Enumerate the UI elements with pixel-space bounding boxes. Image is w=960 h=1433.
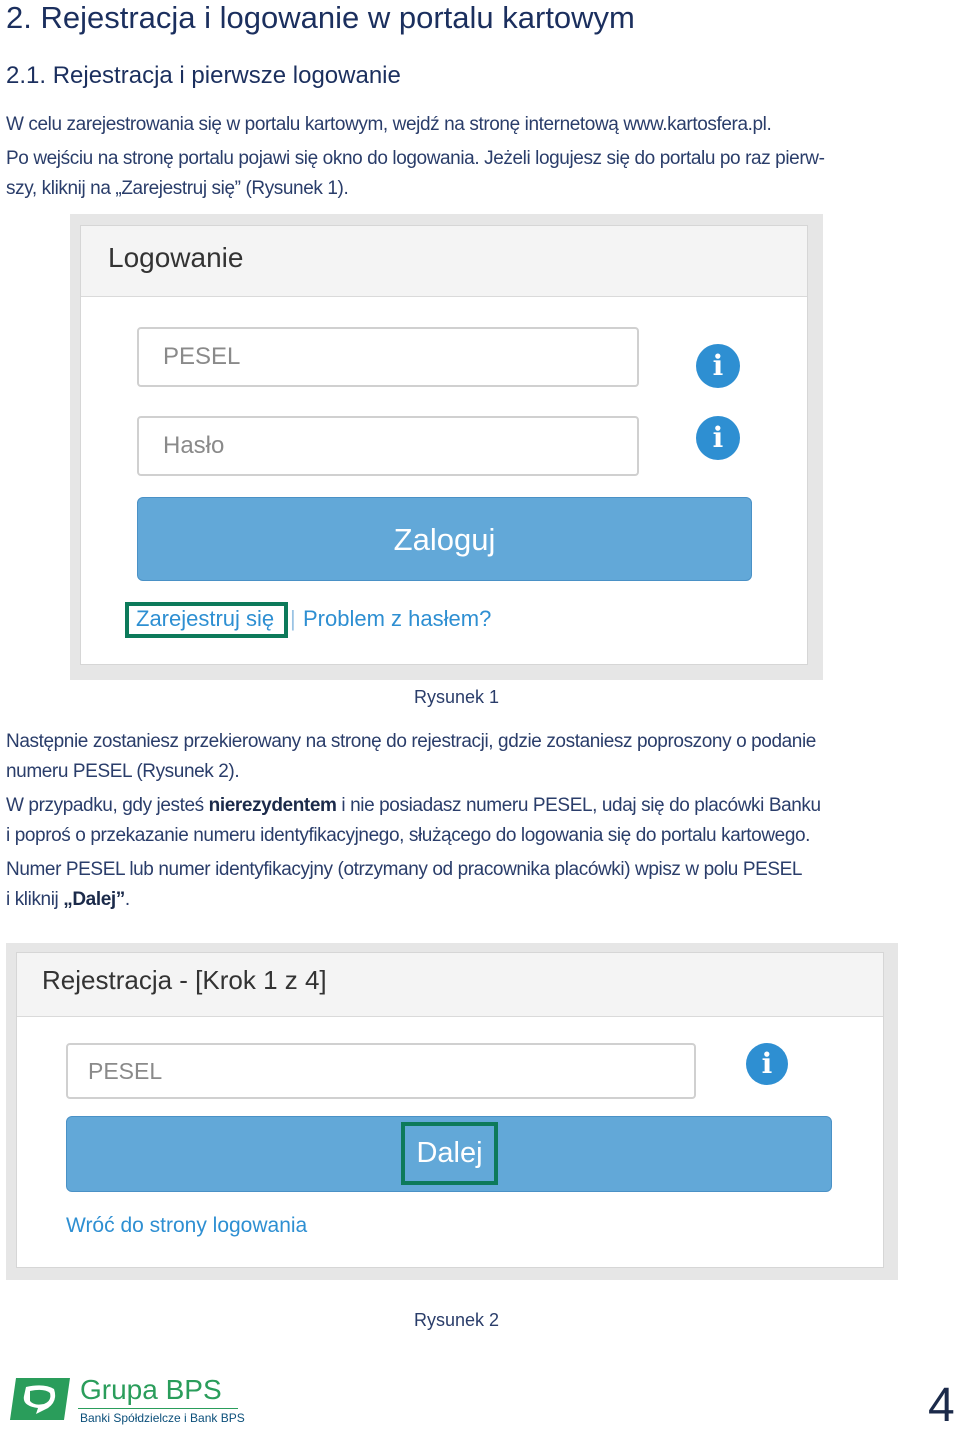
body-p3-line-2: [6, 885, 130, 915]
body-p3-bold: „Dalej”: [63, 889, 125, 910]
body-p2-text-a: W przypadku, gdy jesteś: [6, 795, 209, 816]
registration-pesel-placeholder: PESEL: [88, 1058, 163, 1084]
registration-pesel-info-icon[interactable]: i: [746, 1043, 788, 1085]
registration-panel-title: Rejestracja - [Krok 1 z 4]: [42, 965, 327, 995]
password-input[interactable]: [137, 416, 639, 476]
body-p2-line-2: i poproś o przekazanie numeru identyfikacyjnego, służącego do logowania się do portalu kartowego.: [6, 825, 811, 846]
forgot-password-link[interactable]: Problem z hasłem?: [303, 606, 492, 631]
pesel-info-icon[interactable]: i: [696, 344, 740, 388]
body-p1-line-1: Następnie zostaniesz przekierowany na stronę do rejestracji, gdzie zostaniesz poproszony o podanie: [6, 731, 816, 752]
body-p2-text-c: i nie posiadasz numeru PESEL, udaj się do placówki Banku: [336, 795, 821, 816]
figure-1-caption: Rysunek 1: [414, 687, 500, 707]
brand-divider: [78, 1408, 238, 1409]
body-p2-line-1: [6, 791, 821, 821]
registration-pesel-input[interactable]: [66, 1043, 696, 1099]
brand-tagline: Banki Spółdzielcze i Bank BPS: [80, 1411, 245, 1425]
brand-name: Grupa BPS: [80, 1374, 222, 1405]
section-heading: 2. Rejestracja i logowanie w portalu kartowym: [6, 0, 635, 35]
intro-line-3: szy, kliknij na „Zarejestruj się” (Rysunek 1).: [6, 178, 349, 199]
pesel-input[interactable]: [137, 327, 639, 387]
subsection-heading: 2.1. Rejestracja i pierwsze logowanie: [6, 62, 401, 89]
body-p3-text-c: .: [124, 889, 130, 910]
password-placeholder: Hasło: [163, 432, 225, 459]
intro-line-2: Po wejściu na stronę portalu pojawi się okno do logowania. Jeżeli logujesz się do portalu po raz pierw-: [6, 148, 825, 169]
page-number: 4: [928, 1379, 955, 1432]
link-separator: |: [290, 606, 296, 631]
password-info-icon[interactable]: i: [696, 416, 740, 460]
body-p3-text-a: i kliknij: [6, 889, 64, 910]
pesel-placeholder: PESEL: [163, 343, 241, 370]
login-panel-title: Logowanie: [108, 242, 244, 273]
login-button[interactable]: Zaloguj: [137, 497, 752, 581]
figure-2-caption: Rysunek 2: [414, 1310, 500, 1330]
register-link[interactable]: Zarejestruj się: [136, 606, 275, 631]
body-p1-line-2: numeru PESEL (Rysunek 2).: [6, 761, 240, 782]
back-to-login-link[interactable]: Wróć do strony logowania: [66, 1214, 308, 1237]
body-p3-line-1: Numer PESEL lub numer identyfikacyjny (otrzymany od pracownika placówki) wpisz w polu PESEL: [6, 859, 803, 880]
body-p2-bold: nierezydentem: [208, 795, 337, 816]
intro-line-1: W celu zarejestrowania się w portalu kartowym, wejdź na stronę internetową www.kartosfera.pl.: [6, 114, 772, 135]
next-button[interactable]: Dalej: [416, 1137, 483, 1169]
grupa-bps-logo-icon: [8, 1374, 72, 1424]
